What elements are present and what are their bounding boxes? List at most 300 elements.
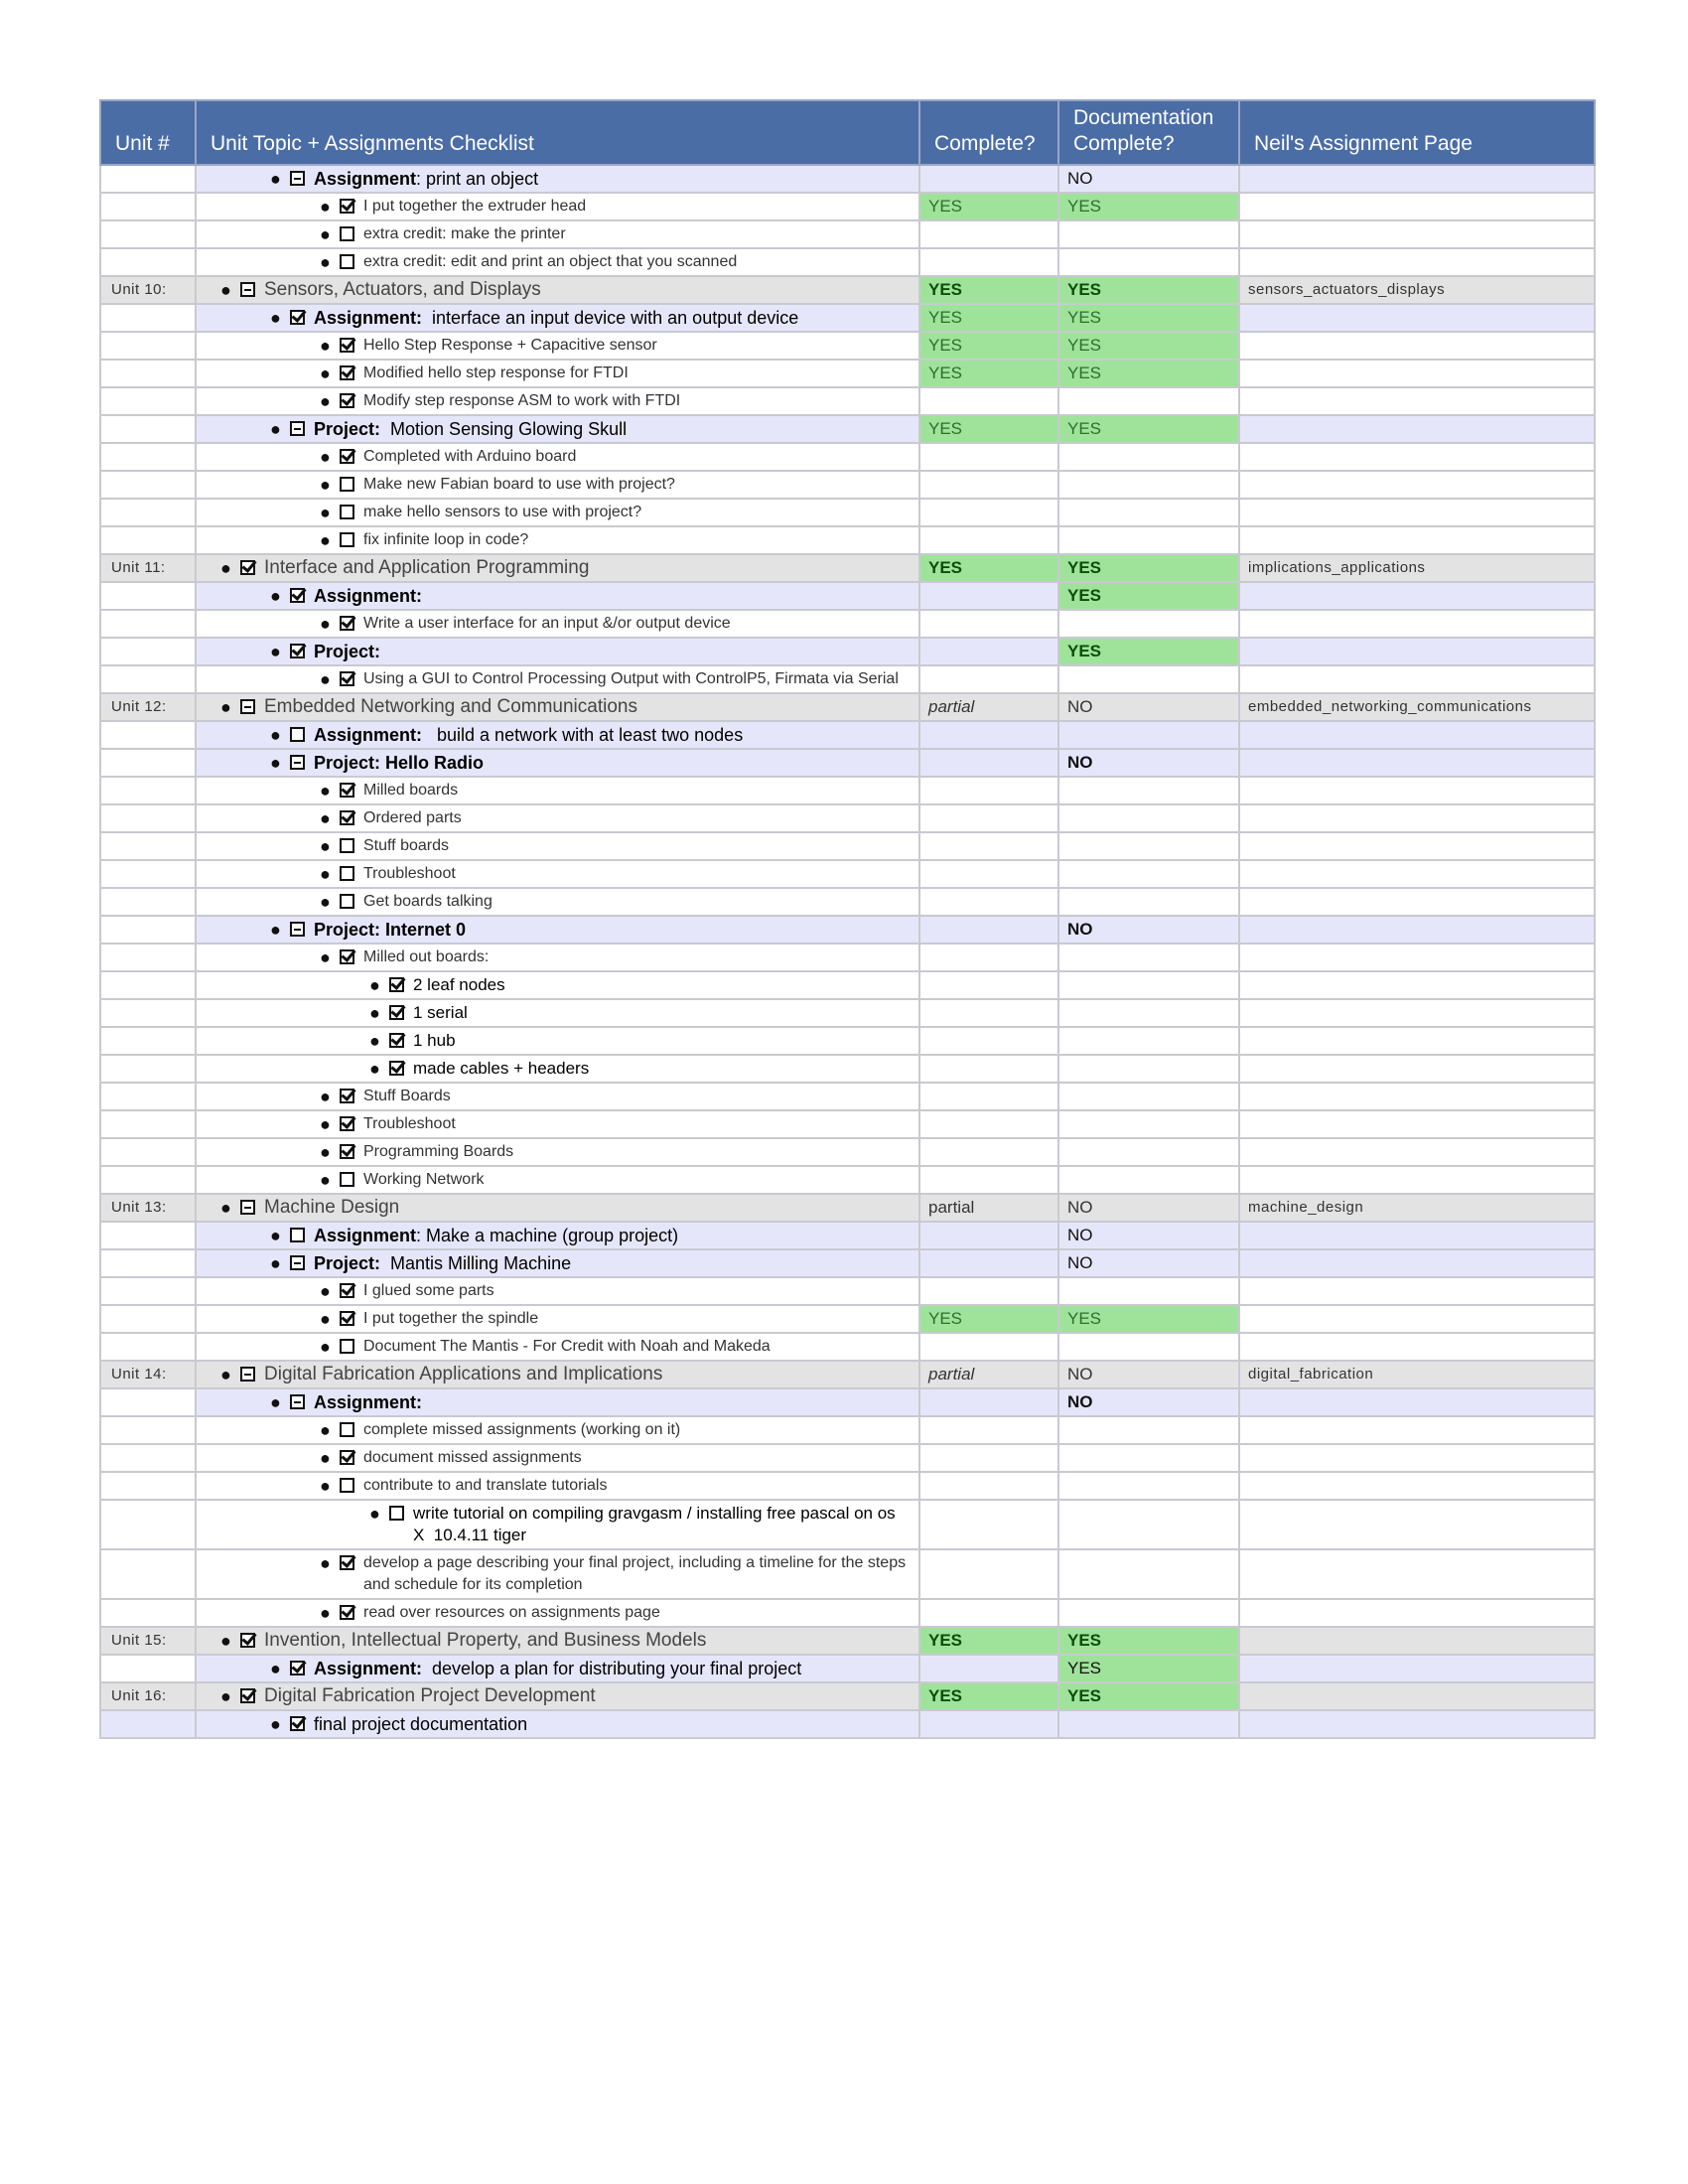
item-description: Completed with Arduino board [363, 448, 577, 465]
item-description: Motion Sensing Glowing Skull [380, 419, 628, 439]
assignment-page-link [1239, 1710, 1595, 1738]
bullet-icon: ● [320, 224, 331, 244]
bullet-icon: ● [320, 1170, 331, 1190]
checklist-item [205, 1225, 911, 1246]
unchecked-box-icon[interactable] [340, 532, 354, 547]
checklist-item [205, 1475, 911, 1497]
checklist-item [205, 557, 911, 579]
item-text [363, 835, 449, 857]
item-description: Using a GUI to Control Processing Output with ControlP5, Firmata via Serial [363, 670, 899, 687]
unit-number [100, 499, 196, 526]
documentation-status [1058, 1472, 1239, 1500]
assignment-page-link [1239, 1472, 1595, 1500]
documentation-status: NO [1058, 1194, 1239, 1222]
collapse-box-icon[interactable] [290, 421, 305, 436]
collapse-box-icon[interactable] [290, 922, 305, 937]
checklist-row [100, 1277, 1595, 1305]
documentation-status [1058, 999, 1239, 1027]
item-text [314, 752, 484, 774]
checked-box-icon[interactable] [340, 1116, 354, 1131]
checklist-item [205, 1685, 911, 1707]
unit-number [100, 1110, 196, 1138]
topic-cell [196, 916, 919, 944]
checked-box-icon[interactable] [340, 1450, 354, 1465]
checklist-row [100, 1599, 1595, 1627]
checklist-item [205, 752, 911, 774]
unit-title [264, 279, 541, 301]
checked-box-icon[interactable] [340, 365, 354, 380]
checklist-row [100, 1710, 1595, 1738]
item-label: Assignment: [314, 586, 423, 606]
checklist-row [100, 1249, 1595, 1277]
item-text [363, 529, 528, 551]
checklist-item [205, 1713, 911, 1735]
topic-cell [196, 1194, 919, 1222]
checklist-item [205, 1002, 911, 1024]
checklist-row [100, 471, 1595, 499]
documentation-status: YES [1058, 1305, 1239, 1333]
unit-number [100, 526, 196, 554]
item-text [413, 1058, 589, 1080]
assignment-page-link [1239, 971, 1595, 999]
documentation-status [1058, 1710, 1239, 1738]
documentation-status [1058, 526, 1239, 554]
checklist-item [205, 1503, 911, 1546]
documentation-status [1058, 1055, 1239, 1083]
item-description: final project documentation [314, 1714, 528, 1734]
item-text [363, 1419, 680, 1441]
unchecked-box-icon[interactable] [340, 1478, 354, 1493]
item-text [314, 585, 422, 607]
unchecked-box-icon[interactable] [340, 1172, 354, 1187]
assignment-page-link [1239, 804, 1595, 832]
unit-number [100, 1138, 196, 1166]
documentation-status [1058, 1083, 1239, 1110]
checklist-row [100, 777, 1595, 804]
checklist-row [100, 1444, 1595, 1472]
item-description: Working Network [363, 1171, 485, 1188]
complete-status: partial [919, 1194, 1058, 1222]
unchecked-box-icon[interactable] [340, 838, 354, 853]
checklist-row [100, 499, 1595, 526]
unit-title [264, 1630, 706, 1652]
documentation-status: YES [1058, 1682, 1239, 1710]
item-text [363, 363, 629, 384]
item-description: contribute to and translate tutorials [363, 1477, 608, 1494]
unit-number [100, 1305, 196, 1333]
unit-number [100, 165, 196, 193]
unchecked-box-icon[interactable] [340, 1339, 354, 1354]
item-description: 2 leaf nodes [413, 975, 505, 994]
checked-box-icon[interactable] [340, 1089, 354, 1103]
checklist-row [100, 1110, 1595, 1138]
unchecked-box-icon[interactable] [340, 1422, 354, 1437]
complete-status [919, 1500, 1058, 1549]
checklist-item [205, 668, 911, 690]
unit-number [100, 1277, 196, 1305]
checklist-item [205, 1141, 911, 1163]
assignment-page-link [1239, 777, 1595, 804]
assignment-page-link [1239, 1682, 1595, 1710]
unchecked-box-icon[interactable] [340, 477, 354, 492]
documentation-status: YES [1058, 360, 1239, 387]
checked-box-icon[interactable] [340, 1283, 354, 1298]
complete-status [919, 832, 1058, 860]
assignment-page-link [1239, 387, 1595, 415]
complete-status [919, 1416, 1058, 1444]
bullet-icon: ● [320, 1281, 331, 1301]
checked-box-icon[interactable] [389, 1033, 404, 1048]
checklist-row [100, 1305, 1595, 1333]
checklist-row [100, 1166, 1595, 1194]
assignment-page-link[interactable]: sensors_actuators_displays [1239, 276, 1595, 304]
checked-box-icon[interactable] [389, 1005, 404, 1020]
checklist-row [100, 888, 1595, 916]
documentation-status: YES [1058, 1627, 1239, 1655]
collapse-box-icon[interactable] [290, 755, 305, 770]
checklist-row [100, 415, 1595, 443]
checked-box-icon[interactable] [340, 1555, 354, 1570]
collapse-box-icon[interactable] [240, 1367, 255, 1382]
unit-number: Unit 12: [100, 693, 196, 721]
bullet-icon: ● [320, 614, 331, 634]
checklist-item [205, 1391, 911, 1413]
unit-number [100, 832, 196, 860]
assignment-page-link [1239, 1549, 1595, 1599]
unit-number [100, 1472, 196, 1500]
item-description: Get boards talking [363, 893, 492, 910]
checked-box-icon[interactable] [340, 449, 354, 464]
item-text [363, 946, 489, 968]
unit-number: Unit 15: [100, 1627, 196, 1655]
checklist-item [205, 418, 911, 440]
checklist-row [100, 1138, 1595, 1166]
unchecked-box-icon[interactable] [389, 1506, 404, 1521]
assignment-page-link [1239, 471, 1595, 499]
checked-box-icon[interactable] [290, 1661, 305, 1675]
documentation-status [1058, 248, 1239, 276]
documentation-status [1058, 832, 1239, 860]
bullet-icon: ● [270, 308, 281, 328]
complete-status: YES [919, 193, 1058, 220]
complete-status [919, 1333, 1058, 1361]
unit-number [100, 916, 196, 944]
bullet-icon: ● [320, 336, 331, 356]
collapse-box-icon[interactable] [240, 699, 255, 714]
documentation-status: NO [1058, 165, 1239, 193]
checked-box-icon[interactable] [240, 1633, 255, 1648]
complete-status [919, 916, 1058, 944]
topic-cell [196, 1027, 919, 1055]
assignment-page-link [1239, 999, 1595, 1027]
bullet-icon: ● [320, 836, 331, 856]
unchecked-box-icon[interactable] [340, 226, 354, 241]
documentation-status: YES [1058, 582, 1239, 610]
checked-box-icon[interactable] [240, 1688, 255, 1703]
checked-box-icon[interactable] [340, 1311, 354, 1326]
checklist-item [205, 446, 911, 468]
bullet-icon: ● [369, 1504, 380, 1524]
item-description: Machine Design [264, 1197, 400, 1218]
checked-box-icon[interactable] [340, 1605, 354, 1620]
documentation-status [1058, 665, 1239, 693]
unit-number [100, 971, 196, 999]
documentation-status: YES [1058, 638, 1239, 665]
unit-number [100, 888, 196, 916]
complete-status: YES [919, 1627, 1058, 1655]
item-text [363, 335, 657, 357]
complete-status: partial [919, 693, 1058, 721]
checklist-item [205, 1552, 911, 1596]
collapse-box-icon[interactable] [240, 282, 255, 297]
item-text [363, 390, 680, 412]
topic-cell [196, 1110, 919, 1138]
topic-cell [196, 582, 919, 610]
assignment-page-link [1239, 1416, 1595, 1444]
header-documentation: Documentation Complete? [1058, 100, 1239, 165]
collapse-box-icon[interactable] [290, 1255, 305, 1270]
assignment-page-link [1239, 1627, 1595, 1655]
item-description: Troubleshoot [363, 1115, 456, 1132]
checklist-item [205, 696, 911, 718]
unit-number: Unit 10: [100, 276, 196, 304]
documentation-status: NO [1058, 1222, 1239, 1249]
checked-box-icon[interactable] [389, 1061, 404, 1076]
complete-status [919, 610, 1058, 638]
unit-number [100, 721, 196, 749]
item-text [363, 863, 456, 885]
documentation-status: NO [1058, 1361, 1239, 1388]
checked-box-icon[interactable] [340, 783, 354, 798]
unchecked-box-icon[interactable] [340, 505, 354, 519]
complete-status [919, 1166, 1058, 1194]
item-text [363, 1280, 494, 1302]
checklist-item [205, 1280, 911, 1302]
checklist-item [205, 891, 911, 913]
checked-box-icon[interactable] [290, 1716, 305, 1731]
unchecked-box-icon[interactable] [340, 894, 354, 909]
checked-box-icon[interactable] [340, 810, 354, 825]
checklist-row [100, 1472, 1595, 1500]
complete-status [919, 1444, 1058, 1472]
item-description: write tutorial on compiling gravgasm / installing free pascal on os X 10.4.11 tiger [413, 1504, 901, 1544]
checked-box-icon[interactable] [290, 588, 305, 603]
assignment-page-link [1239, 1333, 1595, 1361]
item-text [363, 613, 731, 635]
item-text [363, 446, 576, 468]
checklist-row [100, 387, 1595, 415]
checked-box-icon[interactable] [340, 393, 354, 408]
item-text [314, 919, 466, 941]
assignment-page-link [1239, 1655, 1595, 1682]
documentation-status: YES [1058, 554, 1239, 582]
item-text [363, 1602, 660, 1624]
checklist-item [205, 390, 911, 412]
item-text [363, 1336, 771, 1358]
complete-status [919, 1222, 1058, 1249]
unit-number [100, 1655, 196, 1682]
assignment-page-link [1239, 1249, 1595, 1277]
header-topic: Unit Topic + Assignments Checklist [196, 100, 919, 165]
item-description: develop a plan for distributing your final project [422, 1659, 802, 1678]
checked-box-icon[interactable] [340, 616, 354, 631]
complete-status [919, 471, 1058, 499]
checklist-item [205, 1630, 911, 1652]
bullet-icon: ● [270, 920, 281, 940]
unit-title [264, 1197, 399, 1219]
bullet-icon: ● [220, 1365, 231, 1384]
checklist-item [205, 307, 911, 329]
item-text [363, 1475, 607, 1497]
item-text [314, 724, 743, 746]
topic-cell [196, 944, 919, 971]
complete-status [919, 387, 1058, 415]
bullet-icon: ● [320, 808, 331, 828]
checklist-row [100, 193, 1595, 220]
checked-box-icon[interactable] [240, 560, 255, 575]
topic-cell [196, 1599, 919, 1627]
unit-number [100, 1249, 196, 1277]
topic-cell [196, 777, 919, 804]
complete-status [919, 1710, 1058, 1738]
documentation-status [1058, 1599, 1239, 1627]
topic-cell [196, 1249, 919, 1277]
bullet-icon: ● [220, 280, 231, 300]
item-description: I put together the extruder head [363, 198, 587, 215]
complete-status: YES [919, 304, 1058, 332]
bullet-icon: ● [270, 1659, 281, 1678]
collapse-box-icon[interactable] [290, 171, 305, 186]
documentation-status [1058, 1416, 1239, 1444]
item-text [314, 1713, 527, 1735]
unit-number [100, 999, 196, 1027]
unchecked-box-icon[interactable] [290, 1228, 305, 1242]
item-description: Interface and Application Programming [264, 557, 590, 578]
unit-row [100, 1361, 1595, 1388]
topic-cell [196, 804, 919, 832]
checklist-row [100, 1549, 1595, 1599]
checked-box-icon[interactable] [340, 199, 354, 214]
unit-number [100, 610, 196, 638]
checklist-body [100, 165, 1595, 1738]
documentation-status [1058, 1277, 1239, 1305]
documentation-status [1058, 1333, 1239, 1361]
item-description: made cables + headers [413, 1059, 590, 1078]
unit-number [100, 1333, 196, 1361]
unit-number [100, 582, 196, 610]
assignment-page-link [1239, 582, 1595, 610]
checklist-row [100, 1027, 1595, 1055]
topic-cell [196, 1055, 919, 1083]
item-description: Stuff boards [363, 837, 449, 854]
unchecked-box-icon[interactable] [290, 727, 305, 742]
documentation-status [1058, 499, 1239, 526]
assignment-page-link[interactable]: implications_applications [1239, 554, 1595, 582]
item-description: Write a user interface for an input &/or output device [363, 615, 731, 632]
assignment-page-link [1239, 165, 1595, 193]
checklist-item [205, 1169, 911, 1191]
checklist-row [100, 804, 1595, 832]
assignment-page-link[interactable]: digital_fabrication [1239, 1361, 1595, 1388]
checklist-item [205, 1197, 911, 1219]
documentation-status [1058, 443, 1239, 471]
documentation-status: YES [1058, 304, 1239, 332]
item-text [363, 1086, 451, 1107]
assignment-page-link [1239, 665, 1595, 693]
topic-cell [196, 1388, 919, 1416]
checked-box-icon[interactable] [290, 310, 305, 325]
item-text [363, 1308, 538, 1330]
checklist-row [100, 220, 1595, 248]
collapse-box-icon[interactable] [240, 1200, 255, 1215]
checklist-item [205, 529, 911, 551]
bullet-icon: ● [369, 1059, 380, 1079]
unchecked-box-icon[interactable] [340, 254, 354, 269]
assignment-page-link [1239, 1599, 1595, 1627]
complete-status: YES [919, 332, 1058, 360]
checked-box-icon[interactable] [340, 338, 354, 353]
collapse-box-icon[interactable] [290, 1394, 305, 1409]
bullet-icon: ● [320, 1476, 331, 1496]
documentation-status [1058, 944, 1239, 971]
item-text [363, 196, 586, 218]
checked-box-icon[interactable] [340, 671, 354, 686]
header-assignment-page: Neil's Assignment Page [1239, 100, 1595, 165]
checked-box-icon[interactable] [389, 977, 404, 992]
item-description: Stuff Boards [363, 1088, 451, 1104]
unit-number [100, 220, 196, 248]
checklist-item [205, 223, 911, 245]
checked-box-icon[interactable] [340, 1144, 354, 1159]
assignment-page-link [1239, 360, 1595, 387]
topic-cell [196, 220, 919, 248]
assignment-page-link [1239, 499, 1595, 526]
assignment-page-link [1239, 526, 1595, 554]
checked-box-icon[interactable] [340, 949, 354, 964]
topic-cell [196, 721, 919, 749]
topic-cell [196, 1305, 919, 1333]
topic-cell [196, 304, 919, 332]
unit-number [100, 304, 196, 332]
complete-status: YES [919, 415, 1058, 443]
assignment-page-link [1239, 916, 1595, 944]
documentation-status [1058, 1444, 1239, 1472]
complete-status [919, 526, 1058, 554]
unit-number [100, 1027, 196, 1055]
unit-number [100, 1599, 196, 1627]
checked-box-icon[interactable] [290, 644, 305, 658]
assignment-page-link [1239, 1444, 1595, 1472]
assignment-page-link[interactable]: embedded_networking_communications [1239, 693, 1595, 721]
unit-row [100, 1627, 1595, 1655]
complete-status [919, 1472, 1058, 1500]
topic-cell [196, 749, 919, 777]
item-text [363, 891, 492, 913]
checklist-row [100, 860, 1595, 888]
assignment-page-link[interactable]: machine_design [1239, 1194, 1595, 1222]
assignment-page-link [1239, 220, 1595, 248]
item-description: I put together the spindle [363, 1310, 539, 1327]
unchecked-box-icon[interactable] [340, 866, 354, 881]
complete-status [919, 443, 1058, 471]
documentation-status: NO [1058, 1388, 1239, 1416]
checklist-row [100, 971, 1595, 999]
assignment-page-link [1239, 1055, 1595, 1083]
header-unit: Unit # [100, 100, 196, 165]
assignment-page-link [1239, 1083, 1595, 1110]
item-description: : print an object [416, 169, 539, 189]
item-text [363, 668, 899, 690]
